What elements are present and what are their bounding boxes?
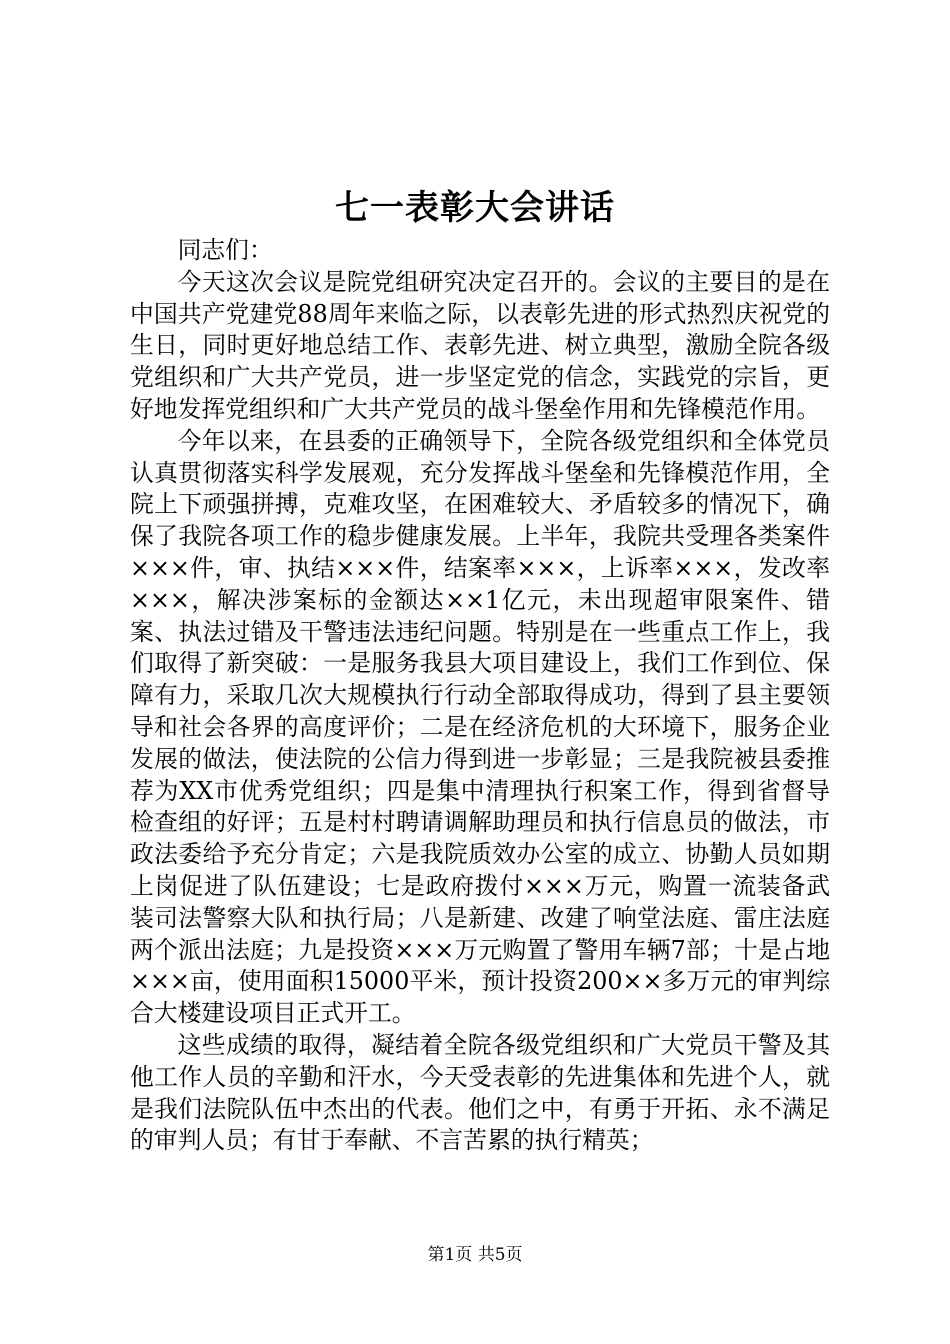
document-body — [130, 235, 830, 1157]
body-paragraph-1: 今天这次会议是院党组研究决定召开的。会议的主要目的是在中国共产党建党88周年来临之际，以表彰先进的形式热烈庆祝党的生日，同时更好地总结工作、表彰先进、树立典型，激励全院各级党组织和广大共产党员，进一步坚定党的信念，实践党的宗旨，更好地发挥党组织和广大共产党员的战斗堡垒作用和先锋模范作用。 — [130, 267, 830, 423]
salutation: 同志们： — [177, 236, 273, 264]
document-title: 七一表彰大会讲话 — [335, 188, 615, 228]
body-paragraph-2: 今年以来，在县委的正确领导下，全院各级党组织和全体党员认真贯彻落实科学发展观，充分发挥战斗堡垒和先锋模范作用，全院上下顽强拼搏，克难攻坚，在困难较大、矛盾较多的情况下，确保了我院各项工作的稳步健康发展。上半年，我院共受理各类案件×××件，审、执结×××件，结案率×××，上诉率×××，发改率×××，解决涉案标的金额达××1亿元，未出现超审限案件、错案、执法过错及干警违法违纪问题。特别是在一些重点工作上，我们取得了新突破：一是服务我县大项目建设上，我们工作到位、保障有力，采取几次大规模执行行动全部取得成功，得到了县主要领导和社会各界的高度评价；二是在经济危机的大环境下，服务企业发展的做法，使法院的公信力得到进一步彰显；三是我院被县委推荐为XX市优秀党组织；四是集中清理执行积案工作，得到省督导检查组的好评；五是村村聘请调解助理员和执行信息员的做法，市政法委给予充分肯定；六是我院质效办公室的成立、协勤人员如期上岗促进了队伍建设；七是政府拨付×××万元，购置一流装备武装司法警察大队和执行局；八是新建、改建了响堂法庭、雷庄法庭两个派出法庭；九是投资×××万元购置了警用车辆7部；十是占地×××亩，使用面积15000平米，预计投资200××多万元的审判综合大楼建设项目正式开工。 — [130, 426, 830, 1028]
body-paragraph-3: 这些成绩的取得，凝结着全院各级党组织和广大党员干警及其他工作人员的辛勤和汗水，今天受表彰的先进集体和先进个人，就是我们法院队伍中杰出的代表。他们之中，有勇于开拓、永不满足的审判人员；有甘于奉献、不言苦累的执行精英； — [130, 1030, 830, 1155]
page-footer: 第1页 共5页 — [427, 1245, 523, 1265]
